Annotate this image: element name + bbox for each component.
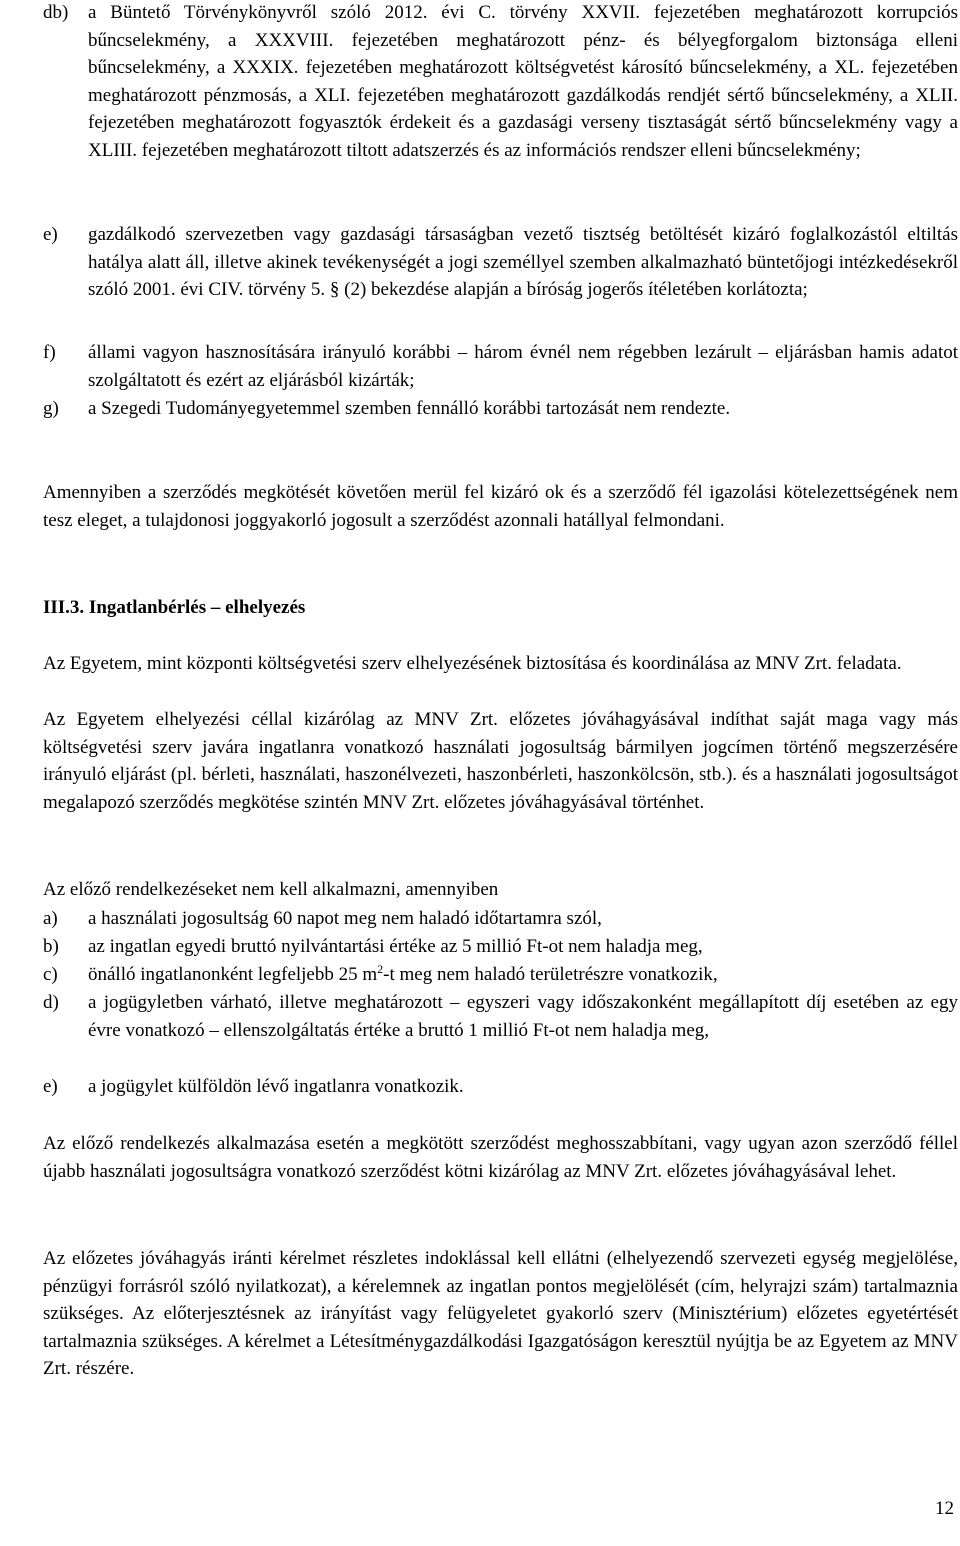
list-text: a Büntető Törvénykönyvről szóló 2012. évi C. törvény XXVII. fejezetében meghatározott korrupciós bűncselekmény, a XXXVIII. fejezetében meghatározott pénz- és bélyegforgalom biztonsága elleni bűncselekmény, a XXXIX. fejezetében meghatározott költségvetést károsító bűncselekmény, a XL. fejezetében meghatározott pénzmosás, a XLI. fejezetében meghatározott gazdálkodás rendjét sértő bűncselekmény, a XLII. fejezetében meghatározott fogyasztók érdekeit és a gazdasági verseny tisztaságát sértő bűncselekmény vagy a XLIII. fejezetében meghatározott tiltott adatszerzés és az információs rendszer elleni bűncselekmény;: [88, 2, 958, 161]
list-label: d): [43, 992, 59, 1013]
list-item-db: [43, 0, 958, 165]
list-text: a jogügylet külföldön lévő ingatlanra vonatkozik.: [88, 1076, 464, 1097]
superscript: 2: [377, 962, 384, 976]
list-text: [88, 961, 958, 989]
request-paragraph: Az előzetes jóváhagyás iránti kérelmet részletes indoklással kell ellátni (elhelyezendő szervezeti egység megjelölése, pénzügyi forrásról szóló nyilatkozat), a kérelemnek az ingatlan pontos megjelölését (cím, helyrajzi szám) tartalmaznia szükséges. Az előterjesztésnek az irányítást vagy felügyeletet gyakorló szerv (Minisztérium) előzetes egyetértését tartalmaznia szükséges. A kérelmet a Létesítménygazdálkodási Igazgatóságon keresztül nyújtja be az Egyetem az MNV Zrt. részére.: [43, 1248, 958, 1380]
list-item-e2: [43, 1073, 958, 1101]
list-item-e: [43, 221, 958, 304]
list-text: gazdálkodó szervezetben vagy gazdasági társaságban vezető tisztség betöltését kizáró foglalkozástól eltiltás hatálya alatt áll, illetve akinek tevékenységét a jogi személlyel szemben alkalmazható büntetőjogi intézkedésekről szóló 2001. évi CIV. törvény 5. § (2) bekezdése alapján a bíróság jogerős ítéletében korlátozta;: [88, 224, 958, 301]
list-label: a): [43, 908, 58, 929]
list-text: az ingatlan egyedi bruttó nyilvántartási értéke az 5 millió Ft-ot nem haladja meg,: [88, 936, 703, 957]
list-label: e): [43, 1076, 58, 1097]
list-label: e): [43, 224, 58, 245]
list-text: a jogügyletben várható, illetve meghatározott – egyszeri vagy időszakonként megállapított díj esetében az egy évre vonatkozó – ellenszolgáltatás értéke a bruttó 1 millió Ft-ot nem haladja meg,: [88, 992, 958, 1041]
exceptions-intro: Az előző rendelkezéseket nem kell alkalmazni, amennyiben: [43, 879, 499, 900]
list-item-b: [43, 933, 958, 961]
placement-paragraph: Az Egyetem elhelyezési céllal kizárólag az MNV Zrt. előzetes jóváhagyásával indíthat saját maga vagy más költségvetési szerv javára ingatlanra vonatkozó használati jogosultság bármilyen jogcímen történő megszerzésére irányuló eljárást (pl. bérleti, használati, haszonélvezeti, haszonbérleti, haszonkölcsön, stb.). és a használati jogosultságot megalapozó szerződés megkötése szintén MNV Zrt. előzetes jóváhagyásával történhet.: [43, 709, 958, 813]
list-item-c: [43, 961, 958, 989]
page-number: 12: [935, 1498, 954, 1519]
list-text-before: önálló ingatlanonként legfeljebb 25 m: [88, 964, 378, 985]
list-label: g): [43, 398, 59, 419]
list-text: a Szegedi Tudományegyetemmel szemben fennálló korábbi tartozását nem rendezte.: [88, 398, 731, 419]
list-label: c): [43, 964, 58, 985]
list-label: f): [43, 342, 56, 363]
list-label: db): [43, 2, 69, 23]
list-item-f: [43, 339, 958, 394]
section-heading: III.3. Ingatlanbérlés – elhelyezés: [43, 597, 306, 618]
list-item-a: [43, 905, 958, 933]
list-text: a használati jogosultság 60 napot meg nem haladó időtartamra szól,: [88, 908, 602, 929]
termination-paragraph: Amennyiben a szerződés megkötését követően merül fel kizáró ok és a szerződő fél igazolási kötelezettségének nem tesz eleget, a tulajdonosi joggyakorló jogosult a szerződést azonnali hatállyal felmondani.: [43, 482, 958, 531]
list-item-d: [43, 989, 958, 1044]
extension-paragraph: Az előző rendelkezés alkalmazása esetén a megkötött szerződést meghosszabbítani, vagy ugyan azon szerződő féllel újabb használati jogosultságra vonatkozó szerződést kötni kizárólag az MNV Zrt. előzetes jóváhagyásával lehet.: [43, 1133, 958, 1182]
list-text-after: -t meg nem haladó területrészre vonatkozik,: [383, 964, 718, 985]
list-label: b): [43, 936, 59, 957]
coordination-paragraph: Az Egyetem, mint központi költségvetési szerv elhelyezésének biztosítása és koordinálása az MNV Zrt. feladata.: [43, 653, 902, 674]
list-item-g: [43, 395, 958, 423]
list-text: állami vagyon hasznosítására irányuló korábbi – három évnél nem régebben lezárult – eljárásban hamis adatot szolgáltatott és ezért az eljárásból kizárták;: [88, 342, 958, 391]
